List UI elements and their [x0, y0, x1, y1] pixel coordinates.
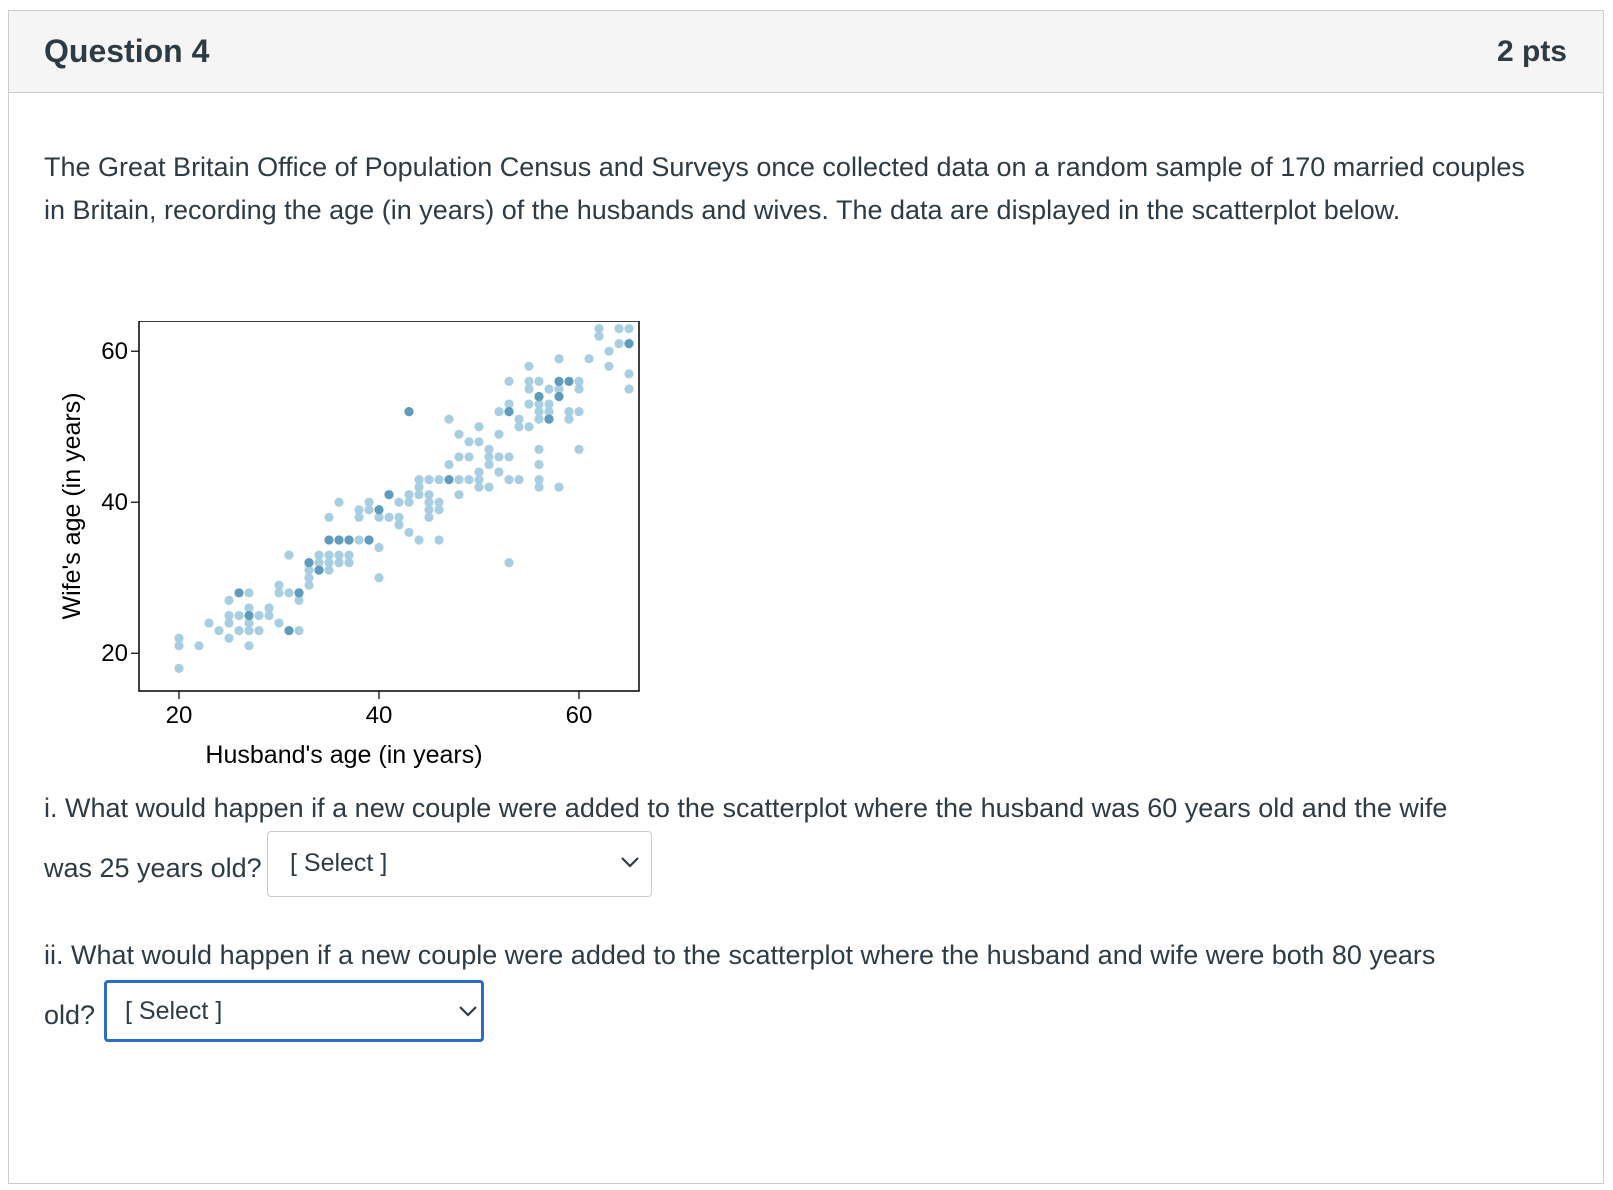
scatter-point	[324, 513, 333, 522]
x-axis-label: Husband's age (in years)	[205, 741, 483, 769]
scatter-point	[334, 550, 343, 559]
question-i-text-line2: was 25 years old?	[44, 853, 262, 883]
question-ii-text-line2: old?	[44, 1000, 96, 1030]
scatter-point	[514, 415, 523, 424]
scatter-point	[484, 445, 493, 454]
scatter-point	[554, 354, 563, 363]
scatter-point	[454, 475, 463, 484]
scatter-point	[274, 588, 283, 597]
scatter-point	[454, 452, 463, 461]
scatter-point	[174, 664, 183, 673]
scatter-point	[384, 513, 393, 522]
scatter-point	[434, 475, 443, 484]
scatter-point	[624, 369, 633, 378]
x-tick-label: 20	[165, 702, 193, 729]
scatter-point	[604, 347, 613, 356]
question-points: 2 pts	[1496, 35, 1567, 68]
scatter-point	[174, 634, 183, 643]
x-tick-label: 60	[565, 702, 593, 729]
scatter-point	[514, 475, 523, 484]
scatter-point	[354, 535, 363, 544]
scatter-point	[444, 415, 453, 424]
plot-frame	[139, 321, 639, 691]
y-axis-label: Wife's age (in years)	[58, 392, 86, 620]
scatter-point-overlap	[504, 407, 513, 416]
scatter-point	[624, 384, 633, 393]
scatter-point	[464, 452, 473, 461]
scatter-point	[294, 626, 303, 635]
scatter-point-overlap	[374, 505, 383, 514]
scatter-point	[234, 611, 243, 620]
scatter-point	[434, 535, 443, 544]
scatter-point	[614, 339, 623, 348]
y-tick-label: 40	[101, 489, 128, 517]
answer-select-i-value: [ Select ]	[290, 849, 388, 877]
scatter-point	[224, 634, 233, 643]
scatter-point	[574, 445, 583, 454]
scatter-point	[224, 596, 233, 605]
scatter-point	[364, 498, 373, 507]
scatter-point	[524, 377, 533, 386]
y-tick-label: 60	[101, 338, 128, 366]
scatter-point	[424, 490, 433, 499]
question-header	[9, 11, 1603, 93]
scatter-point	[614, 324, 623, 333]
scatter-point	[564, 407, 573, 416]
scatter-point-overlap	[384, 490, 393, 499]
scatter-point	[414, 535, 423, 544]
scatter-point	[284, 550, 293, 559]
scatter-point-overlap	[304, 558, 313, 567]
scatter-point	[534, 377, 543, 386]
scatterplot	[54, 321, 654, 771]
scatter-point	[504, 377, 513, 386]
scatter-point	[374, 543, 383, 552]
scatter-point	[524, 362, 533, 371]
scatter-point-overlap	[334, 535, 343, 544]
scatter-point	[234, 626, 243, 635]
scatter-point	[574, 377, 583, 386]
scatter-point	[274, 618, 283, 627]
x-tick-label: 40	[365, 702, 393, 729]
scatter-point	[494, 467, 503, 476]
scatter-point	[474, 467, 483, 476]
scatter-point-overlap	[544, 415, 553, 424]
scatter-point	[504, 558, 513, 567]
answer-select-ii-value: [ Select ]	[125, 997, 223, 1025]
scatter-point	[434, 498, 443, 507]
question-i-text-line1: i. What would happen if a new couple were added to the scatterplot where the husband was 60 years old and the wife	[44, 793, 1448, 823]
scatter-point-overlap	[564, 377, 573, 386]
scatter-point	[624, 324, 633, 333]
scatter-point-overlap	[324, 535, 333, 544]
scatter-point	[404, 490, 413, 499]
answer-select-ii[interactable]	[104, 980, 484, 1042]
scatter-point	[474, 437, 483, 446]
scatter-point-overlap	[344, 535, 353, 544]
scatter-point	[574, 407, 583, 416]
scatter-point	[454, 430, 463, 439]
scatter-point-overlap	[624, 339, 633, 348]
question-ii-text-line1: ii. What would happen if a new couple were added to the scatterplot where the husband and wife were both 80 years	[44, 940, 1436, 970]
scatter-point-overlap	[234, 588, 243, 597]
scatter-point-overlap	[534, 392, 543, 401]
scatter-point	[494, 430, 503, 439]
chevron-down-icon	[619, 854, 641, 870]
scatter-point	[594, 324, 603, 333]
scatter-point	[584, 354, 593, 363]
scatter-point	[334, 498, 343, 507]
scatter-point	[494, 407, 503, 416]
scatter-point	[424, 475, 433, 484]
scatter-point	[284, 588, 293, 597]
scatter-point	[264, 611, 273, 620]
scatter-point-overlap	[244, 611, 253, 620]
scatter-point-overlap	[284, 626, 293, 635]
points-layer	[174, 324, 633, 673]
scatter-point	[544, 384, 553, 393]
scatter-point	[374, 573, 383, 582]
scatter-point	[444, 460, 453, 469]
scatter-point	[414, 475, 423, 484]
scatter-point	[324, 550, 333, 559]
scatter-point-overlap	[404, 407, 413, 416]
scatter-point	[254, 626, 263, 635]
scatter-point	[244, 641, 253, 650]
scatter-point	[554, 483, 563, 492]
scatter-point	[504, 452, 513, 461]
scatter-point	[194, 641, 203, 650]
scatter-point-overlap	[554, 392, 563, 401]
scatter-point	[214, 626, 223, 635]
scatter-point	[394, 498, 403, 507]
scatter-point-overlap	[364, 535, 373, 544]
scatter-point	[534, 475, 543, 484]
question-prompt: The Great Britain Office of Population Census and Surveys once collected data on a random sample of 170 married couples in Britain, recording the age (in years) of the husbands and wives. The data are displayed in the scatterplot below.	[44, 152, 1525, 225]
x-axis	[166, 691, 593, 729]
scatter-point	[534, 460, 543, 469]
scatter-point	[524, 399, 533, 408]
scatter-point	[454, 490, 463, 499]
scatter-point	[534, 445, 543, 454]
scatter-point	[314, 550, 323, 559]
scatter-point	[204, 618, 213, 627]
scatter-point	[544, 399, 553, 408]
scatter-point	[354, 505, 363, 514]
scatter-point	[394, 513, 403, 522]
scatter-point	[464, 437, 473, 446]
scatter-point	[524, 422, 533, 431]
scatter-point	[344, 550, 353, 559]
scatter-point	[244, 588, 253, 597]
scatter-point	[224, 611, 233, 620]
scatter-point	[494, 452, 503, 461]
scatter-point	[254, 611, 263, 620]
scatter-point-overlap	[294, 588, 303, 597]
chevron-down-icon	[457, 1003, 479, 1019]
question-card	[8, 10, 1604, 1184]
question-title: Question 4	[44, 33, 210, 69]
scatter-point-overlap	[444, 475, 453, 484]
scatter-point	[504, 475, 513, 484]
scatter-point	[404, 528, 413, 537]
scatter-point	[464, 475, 473, 484]
scatter-point	[604, 362, 613, 371]
y-axis	[101, 338, 139, 667]
answer-select-i[interactable]	[267, 831, 652, 897]
scatter-point	[484, 483, 493, 492]
scatter-point	[474, 422, 483, 431]
scatter-point-overlap	[314, 566, 323, 575]
scatter-point-overlap	[554, 377, 563, 386]
y-tick-label: 20	[101, 640, 128, 668]
